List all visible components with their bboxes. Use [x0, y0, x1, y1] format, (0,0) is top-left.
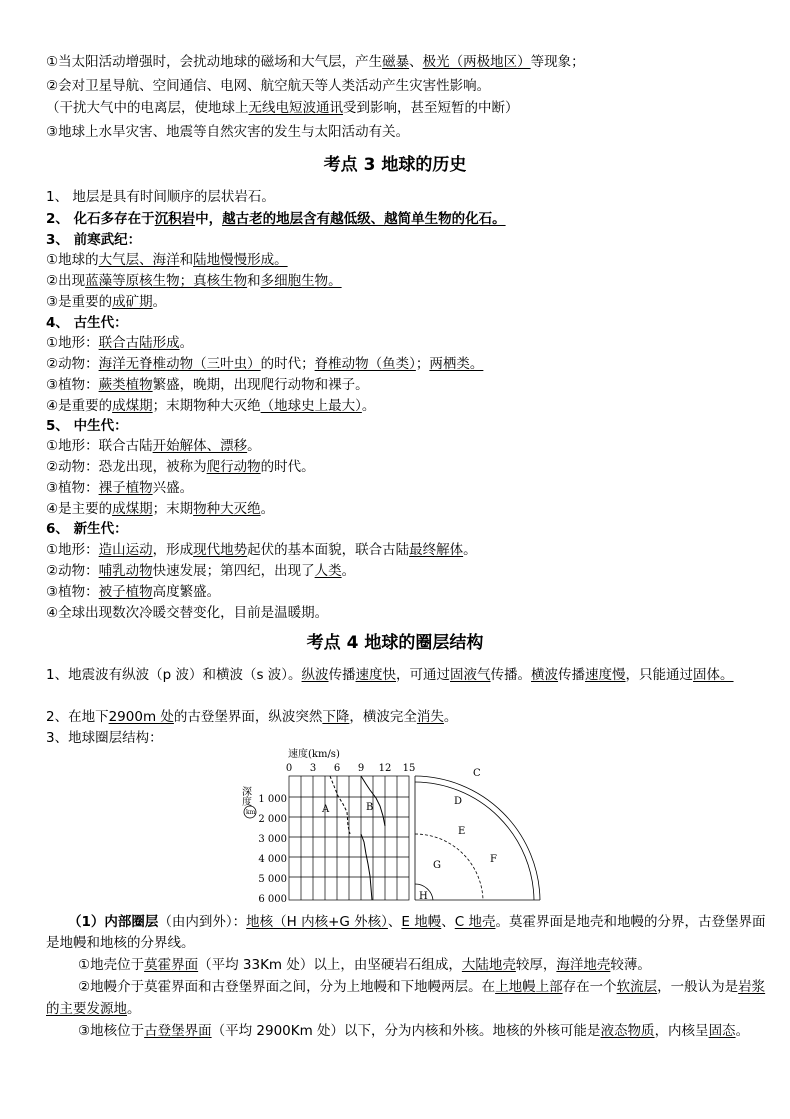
paleozoic-item-1: ①地形：联合古陆形成。: [46, 335, 194, 351]
precambrian-item-2: ②出现蓝藻等原核生物；真核生物和多细胞生物。: [46, 273, 342, 289]
core-paragraph: ③地核位于古登堡界面（平均 2900Km 处）以下，分为内核和外核。地核的外核可能是液态物质，内核呈固态。: [78, 1023, 750, 1039]
ytick: 3 000: [258, 834, 287, 845]
earth-section: [415, 776, 540, 900]
ytick: 2 000: [258, 814, 287, 825]
layer-h-label: H: [419, 891, 428, 902]
cenozoic-item-1: ①地形：造山运动，形成现代地势起伏的基本面貌，联合古陆最终解体。: [46, 542, 477, 558]
ytick: 6 000: [258, 894, 287, 905]
ytick: 5 000: [258, 874, 287, 885]
ytick: 1 000: [258, 794, 287, 805]
earth-structure-figure: [240, 746, 560, 906]
ytick: 4 000: [258, 854, 287, 865]
speed-ticks: [286, 763, 416, 774]
wave-curve-a: [330, 776, 350, 834]
precambrian-heading: 3、 前寒武纪：: [46, 232, 142, 248]
mesozoic-item-3: ③植物：裸子植物兴盛。: [46, 480, 194, 496]
xtick: 0: [285, 763, 293, 774]
layer-e-label: E: [458, 826, 466, 837]
layer-c-label: C: [473, 768, 481, 779]
sec4-point-3: 3、地球圈层结构：: [46, 730, 163, 746]
solar-effect-line-2: ②会对卫星导航、空间通信、电网、航空航天等人类活动产生灾害性影响。: [46, 78, 491, 94]
paleozoic-item-2: ②动物：海洋无脊椎动物（三叶虫）的时代；脊椎动物（鱼类）；两栖类。: [46, 356, 484, 372]
sec4-point-1: 1、地震波有纵波（p 波）和横波（s 波）。纵波传播速度快，可通过固液气传播。横波传播速度慢，只能通过固体。: [46, 667, 734, 683]
sec3-point-1: 1、 地层是具有时间顺序的层状岩石。: [46, 189, 275, 205]
depth-ticks: [258, 794, 287, 905]
paleozoic-item-3: ③植物：蕨类植物繁盛，晚期，出现爬行动物和裸子。: [46, 377, 369, 393]
mesozoic-item-1: ①地形：联合古陆开始解体、漂移。: [46, 438, 261, 454]
paleozoic-item-4: ④是重要的成煤期；末期物种大灭绝（地球史上最大）。: [46, 398, 376, 414]
solar-effect-line-3: （干扰大气中的电离层，使地球上无线电短波通讯受到影响，甚至短暂的中断）: [46, 100, 519, 116]
cenozoic-item-3: ③植物：被子植物高度繁盛。: [46, 584, 221, 600]
mesozoic-item-2: ②动物：恐龙出现，被称为爬行动物的时代。: [46, 459, 315, 475]
xtick: 12: [378, 763, 392, 774]
xtick: 15: [402, 763, 416, 774]
layer-d-label: D: [454, 796, 463, 807]
xtick: 9: [357, 763, 365, 774]
mesozoic-item-4: ④是主要的成煤期；末期物种大灭绝。: [46, 501, 275, 517]
layer-f-label: F: [490, 854, 497, 865]
speed-axis-label: 速度(km/s): [288, 749, 340, 760]
precambrian-item-3: ③是重要的成矿期。: [46, 294, 167, 310]
mesozoic-heading: 5、 中生代：: [46, 418, 128, 434]
curve-b-label: B: [366, 802, 374, 813]
solar-effect-line-4: ③地球上水旱灾害、地震等自然灾害的发生与太阳活动有关。: [46, 124, 410, 140]
curve-a-label: A: [322, 804, 330, 815]
cenozoic-heading: 6、 新生代：: [46, 521, 128, 537]
crust-paragraph: ①地壳位于莫霍界面（平均 33Km 处）以上，由坚硬岩石组成，大陆地壳较厚，海洋地壳较薄。: [78, 957, 651, 973]
section-4-title: 考点 4 地球的圈层结构: [306, 633, 484, 653]
xtick: 3: [309, 763, 317, 774]
depth-unit: km: [246, 809, 256, 816]
cenozoic-item-4: ④全球出现数次冷暖交替变化，目前是温暖期。: [46, 605, 329, 621]
xtick: 6: [333, 763, 341, 774]
precambrian-item-1: ①地球的大气层、海洋和陆地慢慢形成。: [46, 252, 288, 268]
mantle-paragraph: ②地幔介于莫霍界面和古登堡界面之间，分为上地幔和下地幔两层。在上地幔上部存在一个软流层，一般认为是岩浆的主要发源地。: [46, 979, 766, 1017]
solar-effect-line-1: ①当太阳活动增强时，会扰动地球的磁场和大气层，产生磁暴、极光（两极地区）等现象；: [46, 54, 585, 70]
chart-grid: [289, 776, 409, 900]
paleozoic-heading: 4、 古生代：: [46, 315, 128, 331]
section-3-title: 考点 3 地球的历史: [323, 155, 467, 175]
layer-g-label: G: [433, 860, 441, 871]
cenozoic-item-2: ②动物：哺乳动物快速发展；第四纪，出现了人类。: [46, 563, 356, 579]
depth-axis-label: 深度: [240, 786, 251, 806]
inner-layers-paragraph: （1）内部圈层（由内到外）：地核（H 内核+G 外核）、E 地幔、C 地壳。莫霍界面是地壳和地幔的分界，古登堡界面是地幔和地核的分界线。: [46, 914, 766, 951]
sec4-point-2: 2、在地下2900m 处的古登堡界面，纵波突然下降，横波完全消失。: [46, 709, 458, 725]
sec3-point-2: 2、 化石多存在于沉积岩中，越古老的地层含有越低级、越简单生物的化石。: [46, 211, 506, 227]
